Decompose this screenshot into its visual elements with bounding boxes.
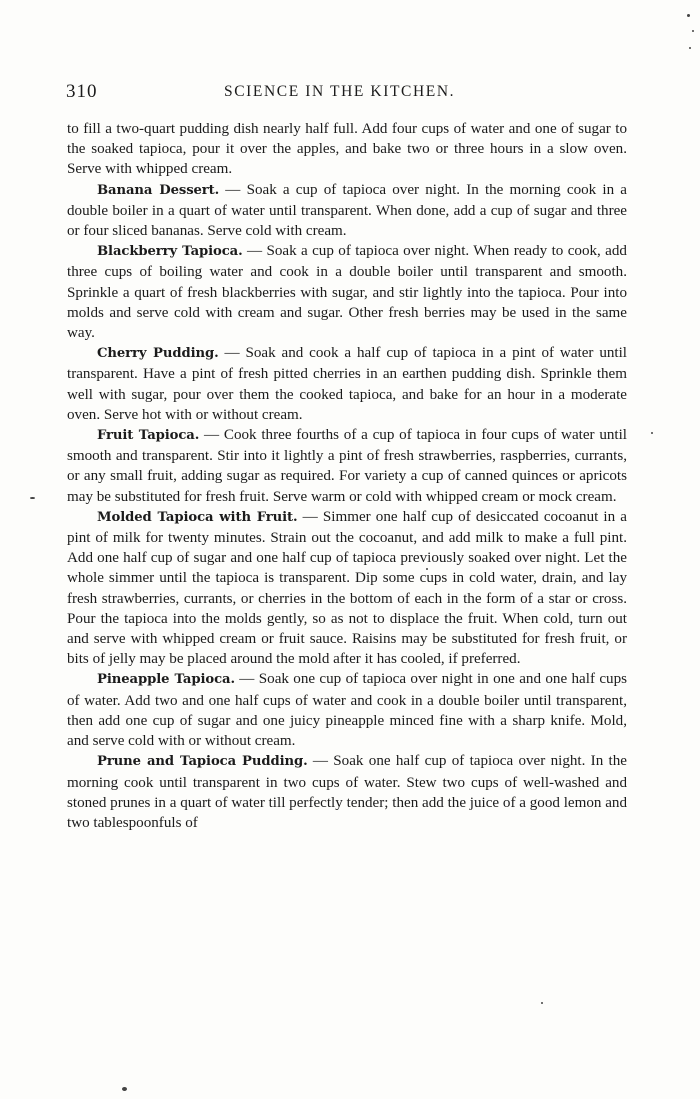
recipe-title: Pineapple Tapioca.	[97, 672, 235, 688]
recipe-title: Prune and Tapioca Pudding.	[97, 754, 308, 770]
recipe-title: Fruit Tapioca.	[97, 428, 200, 444]
scan-speck	[426, 568, 428, 570]
recipe-text: — Soak a cup of tapioca over night. When ready to cook, add three cups of boiling water and cook in a double boiler until transparent and smooth. Sprinkle a quart of fresh blackberries with sugar, and stir lightly into the tapioca. Pour into molds and serve cold with cream and sugar. Other fresh berries may be used in the same way.	[67, 243, 627, 342]
recipe-text: — Soak a cup of tapioca over night. In the morning cook in a double boiler in a quart of water until transparent. When done, add a cup of sugar and three or four sliced bananas. Serve cold with cream.	[67, 181, 627, 240]
running-head: SCIENCE IN THE KITCHEN.	[224, 83, 456, 100]
scan-speck	[122, 1087, 127, 1091]
scan-speck	[687, 14, 690, 17]
page-number: 310	[66, 81, 98, 102]
recipe-title: Cherry Pudding.	[97, 346, 219, 362]
recipe-text: — Cook three fourths of a cup of tapioca in four cups of water until smooth and transparent. Stir into it lightly a pint of fresh strawberries, raspberries, currants, or any small fruit, adding sugar as required. For variety a cup of canned quinces or apricots may be substituted for fresh fruit. Serve warm or cold with whipped cream or mock cream.	[67, 427, 627, 505]
recipe-pineapple-tapioca	[67, 669, 627, 751]
recipe-text: — Soak and cook a half cup of tapioca in a pint of water until transparent. Have a pint of fresh pitted cherries in an earthen pudding dish. Sprinkle them well with sugar, pour over them the cooked tapioca, and bake for an hour in a moderate oven. Serve hot with or without cream.	[67, 345, 627, 423]
scan-speck	[30, 497, 35, 499]
scan-speck	[689, 47, 691, 49]
recipe-molded-tapioca-with-fruit	[67, 507, 627, 670]
scan-speck	[692, 30, 694, 32]
recipe-title: Blackberry Tapioca.	[97, 244, 243, 260]
recipe-text: — Soak one cup of tapioca over night in one and one half cups of water. Add two and one half cups of water and cook in a double boiler until transparent, then add one cup of sugar and one juicy pineapple minced fine with a sharp knife. Mold, and serve cold with or without cream.	[67, 671, 627, 750]
recipe-text: — Simmer one half cup of desiccated cocoanut in a pint of milk for twenty minutes. Strain out the cocoanut, and add milk to make a full pint. Add one half cup of sugar and one half cup of tapioca previously soaked over night. Let the whole simmer until the tapioca is transparent. Dip some cups in cold water, drain, and lay fresh strawberries, currants, or cherries in the bottom of each in the form of a star or cross. Pour the tapioca into the molds gently, so as not to displace the fruit. When cold, turn out and serve with whipped cream or fruit sauce. Raisins may be substituted for fresh fruit, or bits of jelly may be placed around the mold after it has cooled, if preferred.	[67, 508, 627, 668]
paragraph-text: to fill a two-quart pudding dish nearly half full. Add four cups of water and one of sugar to the soaked tapioca, pour it over the apples, and bake two or three hours in a slow oven. Serve with whipped cream.	[67, 121, 627, 178]
recipe-blackberry-tapioca	[67, 241, 627, 343]
continued-paragraph	[67, 119, 627, 180]
recipe-banana-dessert	[67, 180, 627, 242]
text-body	[67, 119, 627, 833]
recipe-cherry-pudding	[67, 343, 627, 425]
page-header	[66, 81, 626, 103]
recipe-title: Banana Dessert.	[97, 182, 220, 198]
scan-speck	[541, 1002, 543, 1004]
recipe-prune-and-tapioca-pudding	[67, 751, 627, 833]
recipe-title: Molded Tapioca with Fruit.	[97, 509, 298, 525]
scan-speck	[651, 432, 653, 434]
recipe-text: — Soak one half cup of tapioca over night. In the morning cook until transparent in two cups of water. Stew two cups of well-washed and stoned prunes in a quart of water till perfectly tender; then add the juice of a good lemon and two tablespoonfuls of	[67, 753, 627, 831]
recipe-fruit-tapioca	[67, 425, 627, 507]
